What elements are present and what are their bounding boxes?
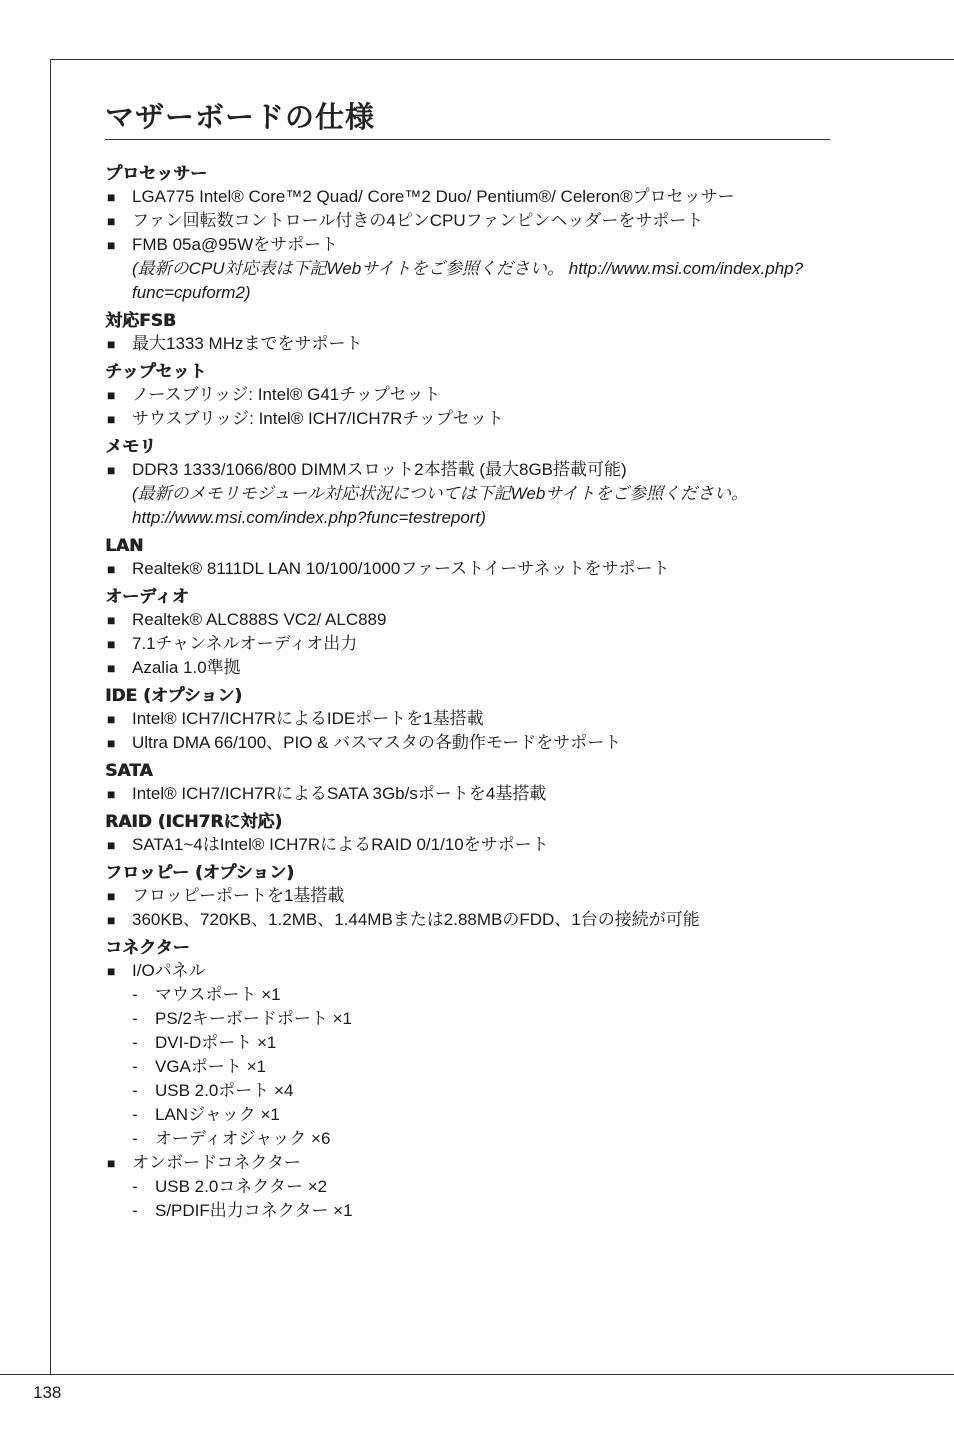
page-frame-left-rule	[50, 59, 51, 1374]
spec-item-text: SATA1~4はIntel® ICH7RによるRAID 0/1/10をサポート	[132, 835, 549, 854]
page-frame-top-rule	[50, 59, 954, 60]
spec-list	[105, 833, 830, 857]
sub-item-text: USB 2.0コネクター ×2	[155, 1177, 328, 1196]
spec-item-text: Realtek® 8111DL LAN 10/100/1000ファーストイーサネットをサポート	[132, 559, 670, 578]
square-bullet-icon: ■	[107, 912, 116, 928]
square-bullet-icon: ■	[107, 888, 116, 904]
section-heading: オーディオ	[105, 587, 189, 607]
spec-item	[105, 707, 830, 731]
spec-list	[105, 959, 830, 1223]
dash-bullet-icon: -	[132, 1033, 138, 1052]
spec-item-text: Realtek® ALC888S VC2/ ALC889	[132, 610, 387, 629]
sub-item	[132, 1103, 830, 1127]
square-bullet-icon: ■	[107, 237, 116, 253]
spec-item-text: オンボードコネクター	[132, 1153, 301, 1172]
sub-item	[132, 1007, 830, 1031]
spec-item	[105, 233, 830, 305]
square-bullet-icon: ■	[107, 963, 116, 979]
page-number: 138	[33, 1383, 62, 1402]
sub-item	[132, 1199, 830, 1223]
spec-item-note: (最新のCPU対応表は下記Webサイトをご参照ください。 http://www.msi.com/index.php?func=cpuform2)	[132, 259, 804, 302]
spec-section	[105, 361, 830, 431]
spec-item-text: 360KB、720KB、1.2MB、1.44MBまたは2.88MBのFDD、1台の接続が可能	[132, 910, 700, 929]
sub-list	[132, 1175, 830, 1223]
sub-item-text: LANジャック ×1	[155, 1105, 280, 1124]
sub-item-text: DVI-Dポート ×1	[155, 1033, 277, 1052]
spec-list	[105, 608, 830, 680]
spec-item	[105, 833, 830, 857]
spec-section	[105, 535, 830, 581]
section-heading: LAN	[105, 536, 144, 556]
section-heading: SATA	[105, 761, 153, 781]
square-bullet-icon: ■	[107, 735, 116, 751]
spec-item-text: ファン回転数コントロール付きの4ピンCPUファンピンヘッダーをサポート	[132, 211, 704, 230]
spec-item-text: Azalia 1.0準拠	[132, 658, 241, 677]
spec-list	[105, 782, 830, 806]
dash-bullet-icon: -	[132, 1177, 138, 1196]
spec-item	[105, 908, 830, 932]
spec-list	[105, 332, 830, 356]
square-bullet-icon: ■	[107, 213, 116, 229]
spec-item	[105, 1151, 830, 1223]
spec-item	[105, 458, 830, 530]
spec-list	[105, 185, 830, 305]
spec-section	[105, 685, 830, 755]
spec-item-text: 最大1333 MHzまでをサポート	[132, 334, 363, 353]
spec-item-text: 7.1チャンネルオーディオ出力	[132, 634, 358, 653]
square-bullet-icon: ■	[107, 387, 116, 403]
spec-item	[105, 632, 830, 656]
spec-item-note: (最新のメモリモジュール対応状況については下記Webサイトをご参照ください。http://www.msi.com/index.php?func=testreport)	[132, 484, 749, 527]
page-title: マザーボードの仕様	[105, 100, 376, 134]
sub-item	[132, 1055, 830, 1079]
spec-item	[105, 731, 830, 755]
spec-list	[105, 557, 830, 581]
spec-item-text: DDR3 1333/1066/800 DIMMスロット2本搭載 (最大8GB搭載可能)	[132, 460, 627, 479]
section-heading: フロッピー (オプション)	[105, 863, 294, 883]
square-bullet-icon: ■	[107, 786, 116, 802]
spec-item	[105, 656, 830, 680]
square-bullet-icon: ■	[107, 1155, 116, 1171]
sub-item-text: USB 2.0ポート ×4	[155, 1081, 294, 1100]
spec-item	[105, 332, 830, 356]
section-heading: チップセット	[105, 362, 207, 382]
spec-item	[105, 383, 830, 407]
spec-list	[105, 884, 830, 932]
spec-item	[105, 782, 830, 806]
spec-item-text: LGA775 Intel® Core™2 Quad/ Core™2 Duo/ Pentium®/ Celeron®プロセッサー	[132, 187, 735, 206]
dash-bullet-icon: -	[132, 1201, 138, 1220]
spec-item	[105, 407, 830, 431]
spec-item	[105, 209, 830, 233]
sub-item	[132, 983, 830, 1007]
square-bullet-icon: ■	[107, 462, 116, 478]
spec-item-text: Intel® ICH7/ICH7RによるSATA 3Gb/sポートを4基搭載	[132, 784, 547, 803]
square-bullet-icon: ■	[107, 411, 116, 427]
page-frame-bottom-rule	[0, 1374, 954, 1375]
spec-section	[105, 862, 830, 932]
sub-item-text: オーディオジャック ×6	[155, 1129, 331, 1148]
square-bullet-icon: ■	[107, 711, 116, 727]
sub-item-text: S/PDIF出力コネクター ×1	[155, 1201, 353, 1220]
sub-item	[132, 1175, 830, 1199]
square-bullet-icon: ■	[107, 660, 116, 676]
spec-item-text: ノースブリッジ: Intel® G41チップセット	[132, 385, 441, 404]
spec-section	[105, 436, 830, 530]
spec-section	[105, 811, 830, 857]
spec-section	[105, 310, 830, 356]
square-bullet-icon: ■	[107, 561, 116, 577]
square-bullet-icon: ■	[107, 336, 116, 352]
spec-item	[105, 557, 830, 581]
section-heading: IDE (オプション)	[105, 686, 242, 706]
spec-section	[105, 760, 830, 806]
section-heading: コネクター	[105, 938, 190, 958]
spec-item	[105, 608, 830, 632]
spec-section	[105, 937, 830, 1223]
dash-bullet-icon: -	[132, 985, 138, 1004]
spec-list	[105, 383, 830, 431]
spec-item	[105, 884, 830, 908]
spec-list	[105, 707, 830, 755]
section-heading: メモリ	[105, 437, 156, 457]
sub-item	[132, 1031, 830, 1055]
sub-item	[132, 1079, 830, 1103]
dash-bullet-icon: -	[132, 1009, 138, 1028]
sub-item-text: マウスポート ×1	[155, 985, 281, 1004]
dash-bullet-icon: -	[132, 1105, 138, 1124]
sub-list	[132, 983, 830, 1151]
spec-item-text: FMB 05a@95Wをサポート	[132, 235, 339, 254]
spec-item	[105, 959, 830, 1151]
square-bullet-icon: ■	[107, 189, 116, 205]
dash-bullet-icon: -	[132, 1129, 138, 1148]
dash-bullet-icon: -	[132, 1081, 138, 1100]
square-bullet-icon: ■	[107, 612, 116, 628]
sub-item	[132, 1127, 830, 1151]
spec-item-text: Ultra DMA 66/100、PIO & バスマスタの各動作モードをサポート	[132, 733, 622, 752]
spec-item-text: フロッピーポートを1基搭載	[132, 886, 345, 905]
spec-section	[105, 586, 830, 680]
spec-section	[105, 163, 830, 305]
spec-item-text: サウスブリッジ: Intel® ICH7/ICH7Rチップセット	[132, 409, 504, 428]
sub-item-text: VGAポート ×1	[155, 1057, 267, 1076]
square-bullet-icon: ■	[107, 636, 116, 652]
spec-list	[105, 458, 830, 530]
spec-item-text: Intel® ICH7/ICH7RによるIDEポートを1基搭載	[132, 709, 484, 728]
spec-item	[105, 185, 830, 209]
title-underline	[105, 139, 830, 140]
section-heading: プロセッサー	[105, 164, 207, 184]
spec-content	[105, 163, 830, 1228]
dash-bullet-icon: -	[132, 1057, 138, 1076]
sub-item-text: PS/2キーボードポート ×1	[155, 1009, 352, 1028]
section-heading: RAID (ICH7Rに対応)	[105, 812, 283, 832]
square-bullet-icon: ■	[107, 837, 116, 853]
section-heading: 対応FSB	[105, 311, 176, 331]
spec-item-text: I/Oパネル	[132, 961, 206, 980]
